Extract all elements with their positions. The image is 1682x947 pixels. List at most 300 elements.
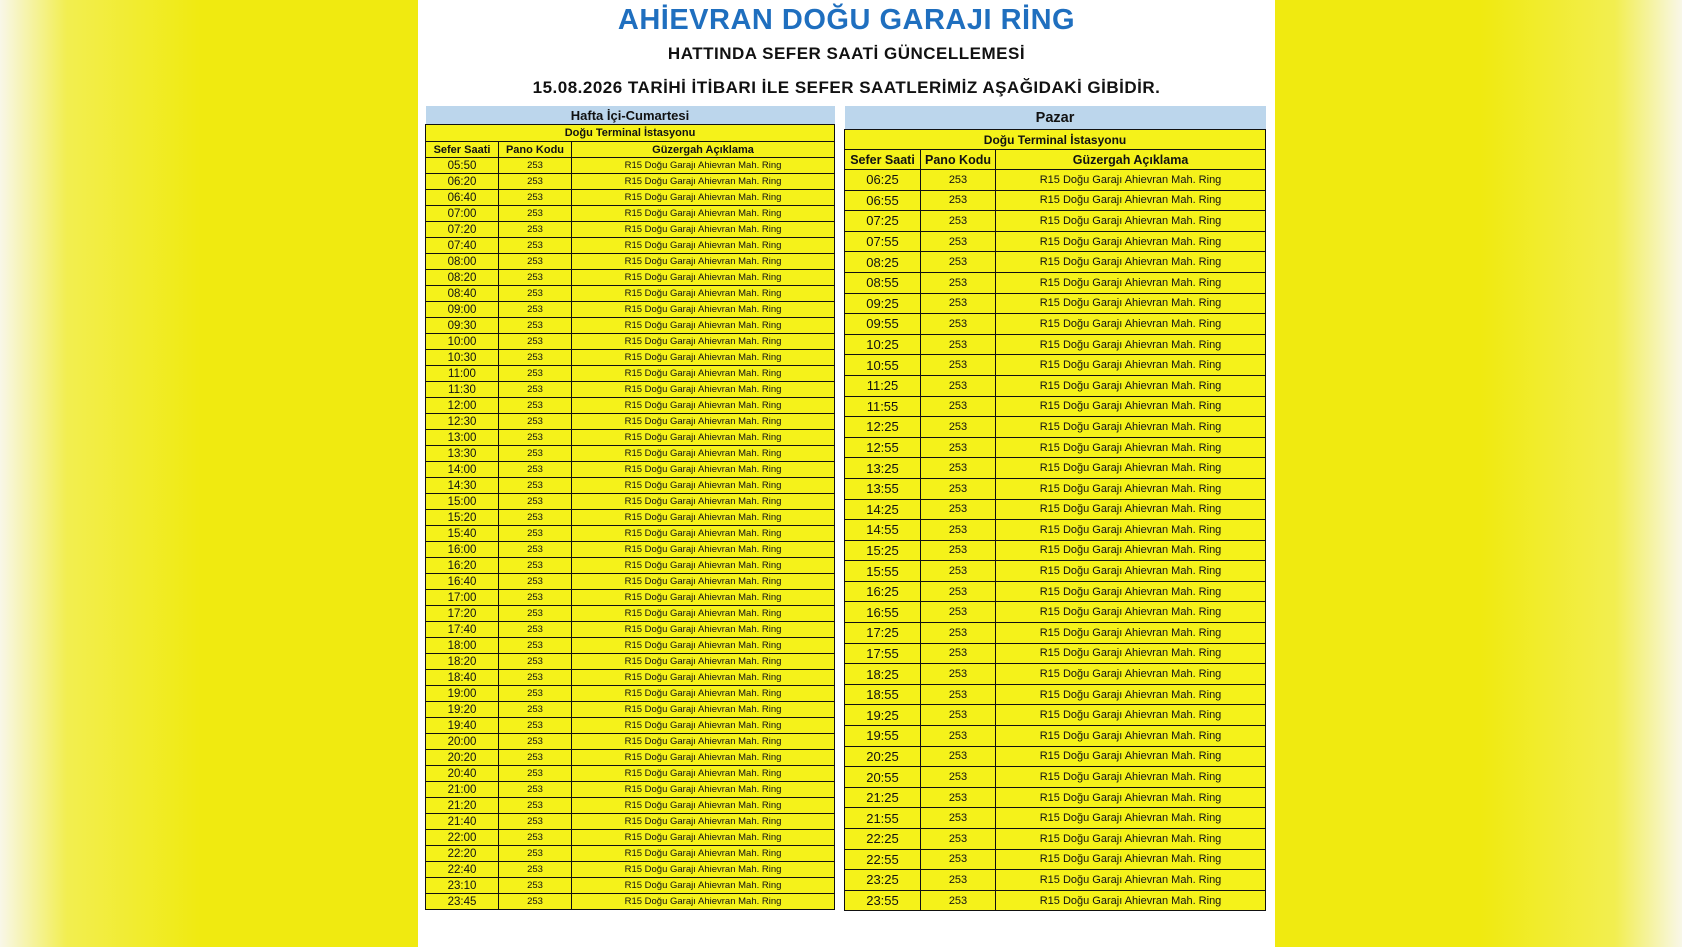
panel-code: 253 <box>499 606 572 622</box>
route-description: R15 Doğu Garajı Ahievran Mah. Ring <box>996 540 1266 561</box>
departure-time: 16:55 <box>845 602 921 623</box>
station-label: Doğu Terminal İstasyonu <box>426 125 835 142</box>
panel-code: 253 <box>499 478 572 494</box>
table-row <box>426 622 835 638</box>
panel-code: 253 <box>921 499 996 520</box>
departure-time: 07:00 <box>426 206 499 222</box>
table-row <box>426 494 835 510</box>
panel-code: 253 <box>499 702 572 718</box>
route-description: R15 Doğu Garajı Ahievran Mah. Ring <box>996 334 1266 355</box>
table-row <box>845 458 1266 479</box>
panel-code: 253 <box>921 520 996 541</box>
departure-time: 06:55 <box>845 190 921 211</box>
panel-code: 253 <box>921 561 996 582</box>
panel-code: 253 <box>921 252 996 273</box>
departure-time: 19:55 <box>845 726 921 747</box>
table-row <box>426 606 835 622</box>
route-description: R15 Doğu Garajı Ahievran Mah. Ring <box>572 446 835 462</box>
departure-time: 23:10 <box>426 878 499 894</box>
table-row <box>426 766 835 782</box>
column-header-code: Pano Kodu <box>499 142 572 158</box>
panel-code: 253 <box>499 782 572 798</box>
departure-time: 11:30 <box>426 382 499 398</box>
panel-code: 253 <box>499 670 572 686</box>
panel-code: 253 <box>921 870 996 891</box>
route-description: R15 Doğu Garajı Ahievran Mah. Ring <box>996 581 1266 602</box>
panel-code: 253 <box>921 808 996 829</box>
table-row <box>845 664 1266 685</box>
table-row <box>845 849 1266 870</box>
panel-code: 253 <box>921 746 996 767</box>
departure-time: 15:20 <box>426 510 499 526</box>
route-description: R15 Doğu Garajı Ahievran Mah. Ring <box>572 206 835 222</box>
panel-code: 253 <box>499 286 572 302</box>
table-row <box>426 670 835 686</box>
departure-time: 06:20 <box>426 174 499 190</box>
panel-code: 253 <box>921 581 996 602</box>
route-description: R15 Doğu Garajı Ahievran Mah. Ring <box>996 561 1266 582</box>
table-row <box>426 638 835 654</box>
table-row <box>426 798 835 814</box>
route-description: R15 Doğu Garajı Ahievran Mah. Ring <box>572 158 835 174</box>
departure-time: 21:55 <box>845 808 921 829</box>
departure-time: 15:55 <box>845 561 921 582</box>
column-header-route: Güzergah Açıklama <box>996 150 1266 170</box>
departure-time: 16:00 <box>426 542 499 558</box>
table-row <box>845 705 1266 726</box>
route-description: R15 Doğu Garajı Ahievran Mah. Ring <box>996 458 1266 479</box>
panel-code: 253 <box>499 158 572 174</box>
route-description: R15 Doğu Garajı Ahievran Mah. Ring <box>572 270 835 286</box>
table-row <box>845 829 1266 850</box>
table-row <box>845 623 1266 644</box>
table-row <box>845 190 1266 211</box>
table-row <box>426 382 835 398</box>
route-description: R15 Doğu Garajı Ahievran Mah. Ring <box>996 314 1266 335</box>
panel-code: 253 <box>921 890 996 911</box>
route-description: R15 Doğu Garajı Ahievran Mah. Ring <box>996 849 1266 870</box>
panel-code: 253 <box>921 602 996 623</box>
route-description: R15 Doğu Garajı Ahievran Mah. Ring <box>996 787 1266 808</box>
departure-time: 22:40 <box>426 862 499 878</box>
departure-time: 15:25 <box>845 540 921 561</box>
departure-time: 08:25 <box>845 252 921 273</box>
table-row <box>845 684 1266 705</box>
table-row <box>426 750 835 766</box>
route-description: R15 Doğu Garajı Ahievran Mah. Ring <box>572 382 835 398</box>
route-description: R15 Doğu Garajı Ahievran Mah. Ring <box>996 520 1266 541</box>
departure-time: 13:30 <box>426 446 499 462</box>
departure-time: 17:20 <box>426 606 499 622</box>
panel-code: 253 <box>499 766 572 782</box>
table-row <box>426 286 835 302</box>
table-row <box>426 366 835 382</box>
route-description: R15 Doğu Garajı Ahievran Mah. Ring <box>572 702 835 718</box>
column-header-time: Sefer Saati <box>845 150 921 170</box>
departure-time: 07:20 <box>426 222 499 238</box>
table-row <box>845 396 1266 417</box>
route-description: R15 Doğu Garajı Ahievran Mah. Ring <box>572 462 835 478</box>
table-row <box>426 846 835 862</box>
departure-time: 05:50 <box>426 158 499 174</box>
table-row <box>845 808 1266 829</box>
departure-time: 11:55 <box>845 396 921 417</box>
table-row <box>426 878 835 894</box>
panel-code: 253 <box>499 222 572 238</box>
panel-code: 253 <box>921 458 996 479</box>
panel-code: 253 <box>499 238 572 254</box>
panel-code: 253 <box>499 398 572 414</box>
panel-code: 253 <box>499 174 572 190</box>
effective-date-notice: 15.08.2026 TARİHİ İTİBARI İLE SEFER SAATLERİMİZ AŞAĞIDAKİ GİBİDİR. <box>532 78 1161 97</box>
route-description: R15 Doğu Garajı Ahievran Mah. Ring <box>996 272 1266 293</box>
departure-time: 16:20 <box>426 558 499 574</box>
route-description: R15 Doğu Garajı Ahievran Mah. Ring <box>572 414 835 430</box>
panel-code: 253 <box>499 206 572 222</box>
table-row <box>845 520 1266 541</box>
route-description: R15 Doğu Garajı Ahievran Mah. Ring <box>996 355 1266 376</box>
panel-code: 253 <box>921 211 996 232</box>
panel-code: 253 <box>499 734 572 750</box>
route-description: R15 Doğu Garajı Ahievran Mah. Ring <box>572 494 835 510</box>
table-row <box>845 767 1266 788</box>
route-description: R15 Doğu Garajı Ahievran Mah. Ring <box>572 670 835 686</box>
table-row <box>426 558 835 574</box>
departure-time: 12:30 <box>426 414 499 430</box>
sunday-rows <box>845 170 1266 911</box>
route-description: R15 Doğu Garajı Ahievran Mah. Ring <box>572 622 835 638</box>
table-row <box>426 254 835 270</box>
departure-time: 19:00 <box>426 686 499 702</box>
table-row <box>426 190 835 206</box>
table-row <box>845 540 1266 561</box>
departure-time: 09:30 <box>426 318 499 334</box>
route-description: R15 Doğu Garajı Ahievran Mah. Ring <box>572 478 835 494</box>
table-row <box>426 158 835 174</box>
route-description: R15 Doğu Garajı Ahievran Mah. Ring <box>572 350 835 366</box>
panel-code: 253 <box>499 590 572 606</box>
departure-time: 07:25 <box>845 211 921 232</box>
table-row <box>845 437 1266 458</box>
panel-code: 253 <box>921 417 996 438</box>
departure-time: 10:25 <box>845 334 921 355</box>
route-description: R15 Doğu Garajı Ahievran Mah. Ring <box>572 334 835 350</box>
route-description: R15 Doğu Garajı Ahievran Mah. Ring <box>996 417 1266 438</box>
panel-code: 253 <box>921 190 996 211</box>
table-row <box>426 318 835 334</box>
departure-time: 11:00 <box>426 366 499 382</box>
panel-code: 253 <box>499 686 572 702</box>
route-description: R15 Doğu Garajı Ahievran Mah. Ring <box>572 718 835 734</box>
table-row <box>426 734 835 750</box>
departure-time: 08:20 <box>426 270 499 286</box>
route-description: R15 Doğu Garajı Ahievran Mah. Ring <box>572 846 835 862</box>
table-row <box>426 686 835 702</box>
departure-time: 21:25 <box>845 787 921 808</box>
route-description: R15 Doğu Garajı Ahievran Mah. Ring <box>996 890 1266 911</box>
panel-code: 253 <box>499 846 572 862</box>
weekday-rows <box>426 158 835 910</box>
table-row <box>845 252 1266 273</box>
day-label: Hafta İçi-Cumartesi <box>426 106 835 125</box>
route-description: R15 Doğu Garajı Ahievran Mah. Ring <box>996 437 1266 458</box>
route-description: R15 Doğu Garajı Ahievran Mah. Ring <box>572 174 835 190</box>
route-description: R15 Doğu Garajı Ahievran Mah. Ring <box>572 510 835 526</box>
table-row <box>426 174 835 190</box>
panel-code: 253 <box>499 190 572 206</box>
table-row <box>845 272 1266 293</box>
panel-code: 253 <box>499 302 572 318</box>
table-row <box>426 654 835 670</box>
route-description: R15 Doğu Garajı Ahievran Mah. Ring <box>996 684 1266 705</box>
departure-time: 07:55 <box>845 231 921 252</box>
panel-code: 253 <box>499 622 572 638</box>
table-row <box>845 787 1266 808</box>
route-description: R15 Doğu Garajı Ahievran Mah. Ring <box>572 894 835 910</box>
route-description: R15 Doğu Garajı Ahievran Mah. Ring <box>996 746 1266 767</box>
route-description: R15 Doğu Garajı Ahievran Mah. Ring <box>996 252 1266 273</box>
panel-code: 253 <box>921 437 996 458</box>
departure-time: 20:25 <box>845 746 921 767</box>
route-description: R15 Doğu Garajı Ahievran Mah. Ring <box>572 830 835 846</box>
panel-code: 253 <box>499 894 572 910</box>
panel-code: 253 <box>499 718 572 734</box>
route-description: R15 Doğu Garajı Ahievran Mah. Ring <box>996 623 1266 644</box>
panel-code: 253 <box>499 270 572 286</box>
departure-time: 16:40 <box>426 574 499 590</box>
departure-time: 21:40 <box>426 814 499 830</box>
panel-code: 253 <box>499 254 572 270</box>
departure-time: 22:20 <box>426 846 499 862</box>
route-description: R15 Doğu Garajı Ahievran Mah. Ring <box>572 814 835 830</box>
route-description: R15 Doğu Garajı Ahievran Mah. Ring <box>572 590 835 606</box>
table-row <box>426 478 835 494</box>
panel-code: 253 <box>921 375 996 396</box>
route-description: R15 Doğu Garajı Ahievran Mah. Ring <box>572 542 835 558</box>
panel-code: 253 <box>499 878 572 894</box>
route-description: R15 Doğu Garajı Ahievran Mah. Ring <box>996 664 1266 685</box>
route-description: R15 Doğu Garajı Ahievran Mah. Ring <box>572 398 835 414</box>
panel-code: 253 <box>921 787 996 808</box>
panel-code: 253 <box>921 829 996 850</box>
departure-time: 21:20 <box>426 798 499 814</box>
departure-time: 14:30 <box>426 478 499 494</box>
route-description: R15 Doğu Garajı Ahievran Mah. Ring <box>572 286 835 302</box>
route-description: R15 Doğu Garajı Ahievran Mah. Ring <box>572 878 835 894</box>
panel-code: 253 <box>921 478 996 499</box>
route-description: R15 Doğu Garajı Ahievran Mah. Ring <box>572 766 835 782</box>
route-description: R15 Doğu Garajı Ahievran Mah. Ring <box>572 654 835 670</box>
panel-code: 253 <box>499 510 572 526</box>
table-row <box>845 643 1266 664</box>
departure-time: 19:25 <box>845 705 921 726</box>
sunday-schedule-table <box>844 106 1266 911</box>
table-row <box>426 782 835 798</box>
table-row <box>845 581 1266 602</box>
route-description: R15 Doğu Garajı Ahievran Mah. Ring <box>996 396 1266 417</box>
route-description: R15 Doğu Garajı Ahievran Mah. Ring <box>996 808 1266 829</box>
panel-code: 253 <box>499 446 572 462</box>
panel-code: 253 <box>921 849 996 870</box>
route-description: R15 Doğu Garajı Ahievran Mah. Ring <box>996 293 1266 314</box>
table-row <box>845 375 1266 396</box>
route-description: R15 Doğu Garajı Ahievran Mah. Ring <box>996 602 1266 623</box>
table-row <box>845 890 1266 911</box>
route-description: R15 Doğu Garajı Ahievran Mah. Ring <box>996 726 1266 747</box>
route-description: R15 Doğu Garajı Ahievran Mah. Ring <box>572 302 835 318</box>
route-description: R15 Doğu Garajı Ahievran Mah. Ring <box>572 558 835 574</box>
weekday-schedule-table <box>425 106 835 910</box>
panel-code: 253 <box>921 726 996 747</box>
table-row <box>845 211 1266 232</box>
departure-time: 23:25 <box>845 870 921 891</box>
table-row <box>845 417 1266 438</box>
table-row <box>426 302 835 318</box>
table-row <box>426 702 835 718</box>
table-row <box>845 355 1266 376</box>
table-row <box>845 334 1266 355</box>
table-row <box>426 830 835 846</box>
panel-code: 253 <box>499 350 572 366</box>
table-row <box>426 526 835 542</box>
panel-code: 253 <box>921 231 996 252</box>
panel-code: 253 <box>921 334 996 355</box>
departure-time: 15:00 <box>426 494 499 510</box>
table-row <box>845 602 1266 623</box>
panel-code: 253 <box>499 430 572 446</box>
route-description: R15 Doğu Garajı Ahievran Mah. Ring <box>996 767 1266 788</box>
departure-time: 20:40 <box>426 766 499 782</box>
route-description: R15 Doğu Garajı Ahievran Mah. Ring <box>996 643 1266 664</box>
route-description: R15 Doğu Garajı Ahievran Mah. Ring <box>572 222 835 238</box>
departure-time: 22:00 <box>426 830 499 846</box>
table-row <box>426 270 835 286</box>
table-row <box>426 414 835 430</box>
route-description: R15 Doğu Garajı Ahievran Mah. Ring <box>996 870 1266 891</box>
table-row <box>426 222 835 238</box>
route-description: R15 Doğu Garajı Ahievran Mah. Ring <box>572 366 835 382</box>
departure-time: 07:40 <box>426 238 499 254</box>
departure-time: 13:00 <box>426 430 499 446</box>
panel-code: 253 <box>499 526 572 542</box>
departure-time: 20:00 <box>426 734 499 750</box>
table-row <box>426 510 835 526</box>
departure-time: 20:20 <box>426 750 499 766</box>
table-row <box>426 542 835 558</box>
panel-code: 253 <box>921 170 996 191</box>
panel-code: 253 <box>499 334 572 350</box>
table-row <box>845 314 1266 335</box>
departure-time: 12:00 <box>426 398 499 414</box>
departure-time: 17:00 <box>426 590 499 606</box>
table-row <box>426 398 835 414</box>
panel-code: 253 <box>499 750 572 766</box>
departure-time: 09:25 <box>845 293 921 314</box>
route-description: R15 Doğu Garajı Ahievran Mah. Ring <box>996 375 1266 396</box>
table-row <box>426 462 835 478</box>
panel-code: 253 <box>499 654 572 670</box>
departure-time: 14:00 <box>426 462 499 478</box>
panel-code: 253 <box>921 396 996 417</box>
departure-time: 13:25 <box>845 458 921 479</box>
table-row <box>845 726 1266 747</box>
departure-time: 11:25 <box>845 375 921 396</box>
table-row <box>426 862 835 878</box>
departure-time: 06:25 <box>845 170 921 191</box>
route-description: R15 Doğu Garajı Ahievran Mah. Ring <box>572 782 835 798</box>
panel-code: 253 <box>499 574 572 590</box>
departure-time: 22:25 <box>845 829 921 850</box>
departure-time: 18:00 <box>426 638 499 654</box>
document-subtitle: HATTINDA SEFER SAATİ GÜNCELLEMESİ <box>667 44 1026 63</box>
departure-time: 23:55 <box>845 890 921 911</box>
panel-code: 253 <box>921 272 996 293</box>
table-row <box>426 446 835 462</box>
panel-code: 253 <box>499 542 572 558</box>
panel-code: 253 <box>921 293 996 314</box>
panel-code: 253 <box>499 638 572 654</box>
route-description: R15 Doğu Garajı Ahievran Mah. Ring <box>572 638 835 654</box>
panel-code: 253 <box>921 643 996 664</box>
departure-time: 08:40 <box>426 286 499 302</box>
panel-code: 253 <box>921 540 996 561</box>
departure-time: 20:55 <box>845 767 921 788</box>
panel-code: 253 <box>499 366 572 382</box>
route-description: R15 Doğu Garajı Ahievran Mah. Ring <box>996 190 1266 211</box>
route-description: R15 Doğu Garajı Ahievran Mah. Ring <box>572 798 835 814</box>
panel-code: 253 <box>499 862 572 878</box>
panel-code: 253 <box>921 623 996 644</box>
departure-time: 09:00 <box>426 302 499 318</box>
panel-code: 253 <box>499 798 572 814</box>
departure-time: 10:55 <box>845 355 921 376</box>
table-row <box>845 231 1266 252</box>
departure-time: 22:55 <box>845 849 921 870</box>
departure-time: 18:40 <box>426 670 499 686</box>
station-label: Doğu Terminal İstasyonu <box>845 130 1266 150</box>
departure-time: 23:45 <box>426 894 499 910</box>
table-row <box>845 478 1266 499</box>
departure-time: 08:55 <box>845 272 921 293</box>
panel-code: 253 <box>499 494 572 510</box>
column-header-time: Sefer Saati <box>426 142 499 158</box>
departure-time: 17:25 <box>845 623 921 644</box>
table-row <box>426 334 835 350</box>
table-row <box>426 718 835 734</box>
table-row <box>845 293 1266 314</box>
departure-time: 19:20 <box>426 702 499 718</box>
route-description: R15 Doğu Garajı Ahievran Mah. Ring <box>572 190 835 206</box>
route-description: R15 Doğu Garajı Ahievran Mah. Ring <box>572 606 835 622</box>
panel-code: 253 <box>499 814 572 830</box>
panel-code: 253 <box>499 462 572 478</box>
departure-time: 19:40 <box>426 718 499 734</box>
departure-time: 18:55 <box>845 684 921 705</box>
table-row <box>426 590 835 606</box>
route-description: R15 Doğu Garajı Ahievran Mah. Ring <box>996 170 1266 191</box>
route-description: R15 Doğu Garajı Ahievran Mah. Ring <box>572 574 835 590</box>
panel-code: 253 <box>921 355 996 376</box>
departure-time: 12:25 <box>845 417 921 438</box>
route-description: R15 Doğu Garajı Ahievran Mah. Ring <box>996 231 1266 252</box>
panel-code: 253 <box>499 318 572 334</box>
route-description: R15 Doğu Garajı Ahievran Mah. Ring <box>572 430 835 446</box>
route-description: R15 Doğu Garajı Ahievran Mah. Ring <box>996 829 1266 850</box>
departure-time: 12:55 <box>845 437 921 458</box>
panel-code: 253 <box>921 705 996 726</box>
departure-time: 14:55 <box>845 520 921 541</box>
day-label: Pazar <box>845 106 1266 130</box>
